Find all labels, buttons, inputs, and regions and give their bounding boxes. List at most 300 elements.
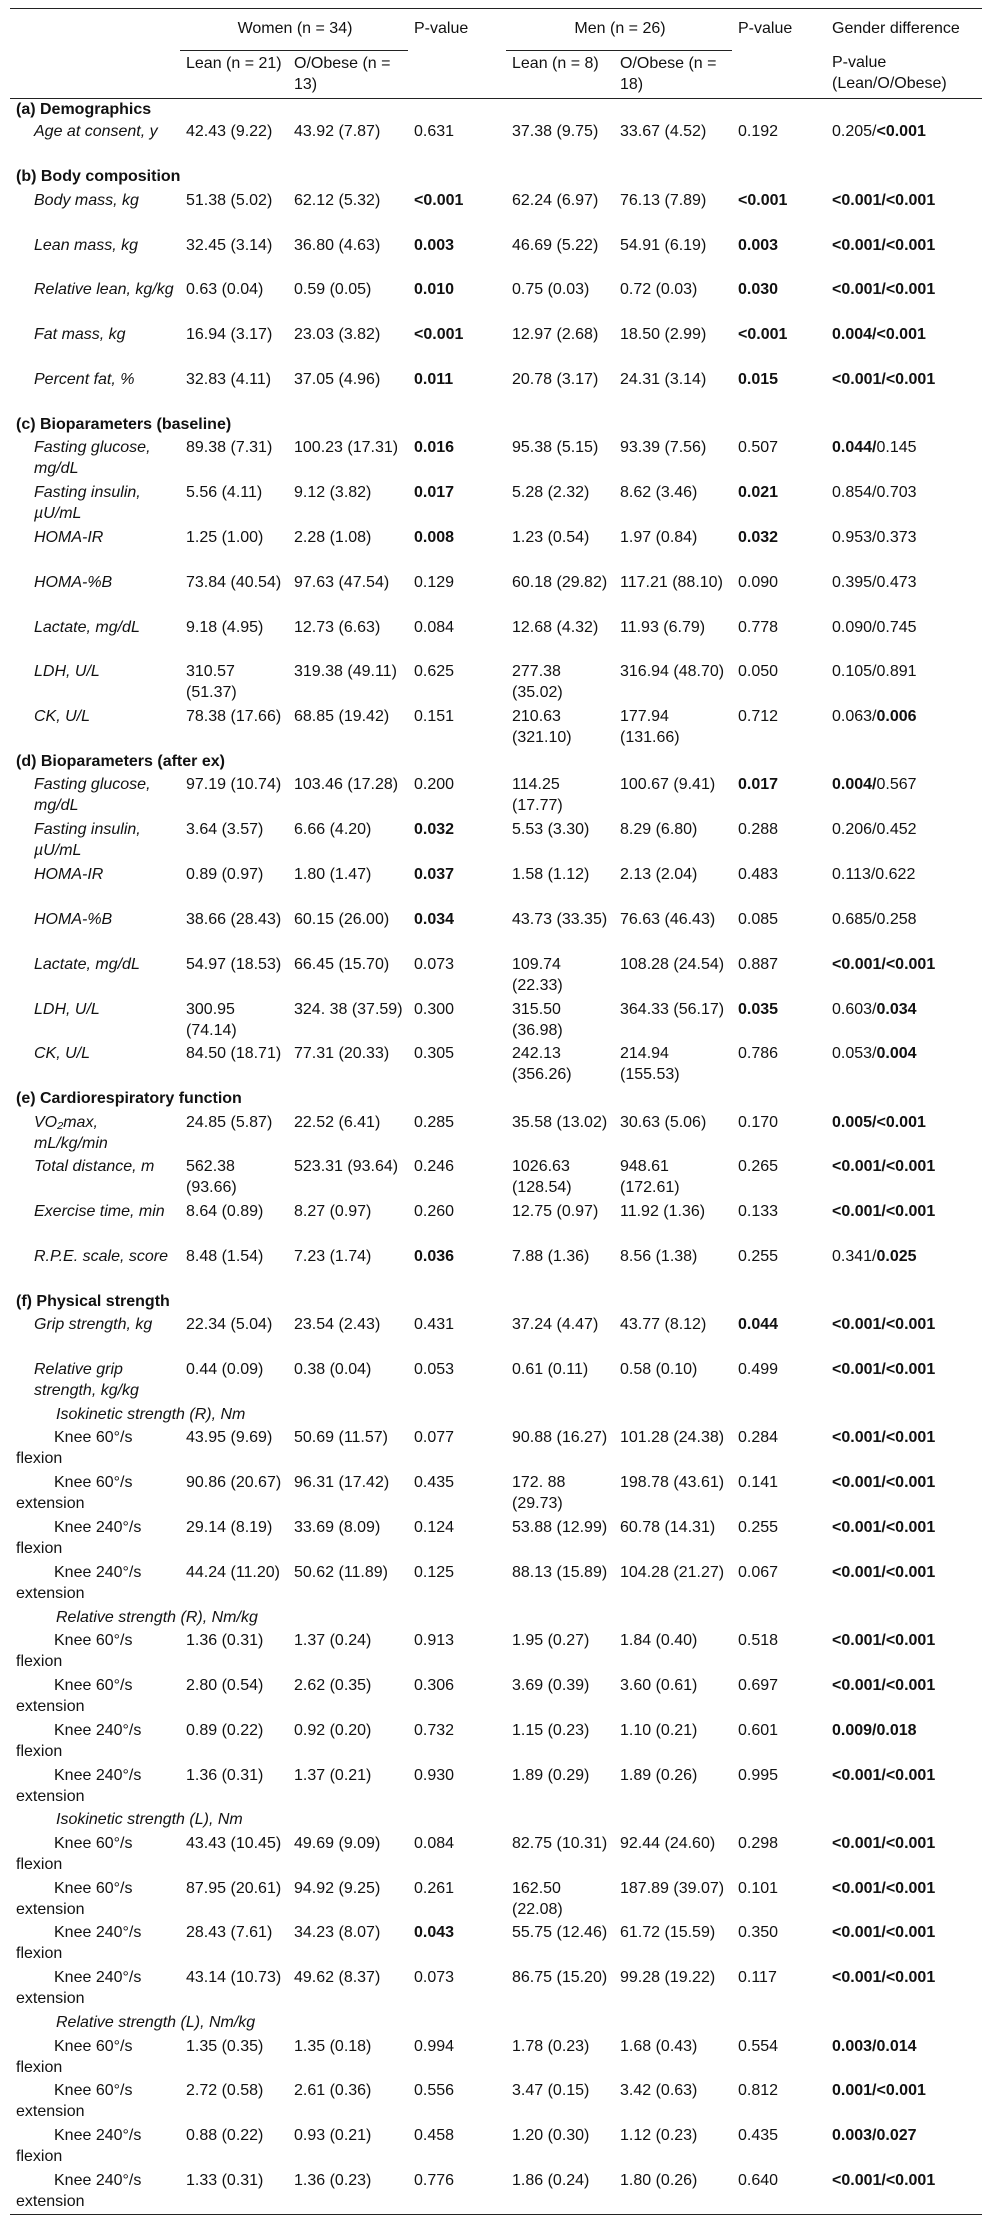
table-row: [10, 706, 982, 751]
men-lean-cell: 1.89 (0.29): [512, 1766, 590, 1784]
gender-difference-cell: [826, 1675, 982, 1720]
men-pvalue-cell: 0.298: [738, 1834, 779, 1852]
women-lean-cell: 73.84 (40.54): [186, 573, 282, 591]
women-obese-cell: 37.05 (4.96): [294, 371, 381, 388]
gender-pvalue-lean: 0.206/: [832, 821, 877, 839]
men-obese-cell: 316.94 (48.70): [620, 663, 725, 681]
women-lean-cell: 29.14 (8.19): [186, 1519, 273, 1537]
section-title: (f) Physical strength: [16, 1292, 170, 1310]
men-obese-cell: 18.50 (2.99): [620, 326, 707, 344]
gender-pvalue-obese: 0.034: [876, 1000, 917, 1018]
men-lean-cell: 315.50 (36.98): [512, 1000, 563, 1039]
gender-pvalue-obese: <0.001: [885, 2172, 936, 2189]
gender-difference-cell: [826, 1314, 982, 1359]
row-label: Fasting insulin, µU/mL: [34, 821, 141, 860]
gender-pvalue-obese: <0.001: [885, 1879, 936, 1897]
men-pvalue-cell: <0.001: [738, 191, 788, 209]
gender-pvalue-obese: <0.001: [876, 326, 926, 344]
women-obese-cell: 1.37 (0.21): [294, 1766, 372, 1784]
men-obese-cell: 198.78 (43.61): [620, 1474, 725, 1492]
women-pvalue-cell: 0.037: [414, 866, 455, 884]
gender-pvalue-lean: 0.063/: [832, 708, 877, 726]
gender-difference-cell: [826, 1922, 982, 1967]
gender-pvalue-obese: <0.001: [885, 1316, 936, 1334]
row-label: Knee 60°/s flexion: [16, 2037, 133, 2076]
row-label: HOMA-%B: [34, 910, 113, 928]
men-obese-cell: 8.29 (6.80): [620, 821, 698, 839]
gender-pvalue-lean: <0.001/: [832, 1632, 886, 1650]
men-obese-cell: 3.42 (0.63): [620, 2082, 698, 2100]
table-row: [10, 864, 982, 909]
gender-difference-cell: [826, 482, 982, 527]
table-row: [10, 2170, 982, 2215]
women-lean-cell: 0.63 (0.04): [186, 281, 264, 299]
men-pvalue-cell: 0.483: [738, 866, 779, 884]
row-label: Knee 60°/s flexion: [16, 1834, 133, 1873]
gender-difference-cell: [826, 1630, 982, 1675]
men-lean-cell: 62.24 (6.97): [512, 191, 599, 209]
women-pvalue-cell: 0.077: [414, 1429, 455, 1447]
men-lean-cell: 210.63 (321.10): [512, 708, 572, 747]
men-lean-cell: 12.75 (0.97): [512, 1203, 599, 1221]
row-label: Knee 60°/s flexion: [16, 1632, 133, 1671]
gender-pvalue-lean: 0.341/: [832, 1248, 877, 1266]
men-lean-cell: 1.20 (0.30): [512, 2127, 590, 2145]
row-label: Knee 60°/s flexion: [16, 1429, 133, 1468]
men-lean-cell: 172. 88 (29.73): [512, 1474, 566, 1513]
gender-pvalue-obese: 0.373: [876, 528, 917, 546]
gender-pvalue-lean: <0.001/: [832, 1474, 886, 1492]
men-obese-cell: 364.33 (56.17): [620, 1000, 725, 1018]
women-pvalue-cell: 0.017: [414, 484, 455, 502]
table-row: [10, 999, 982, 1044]
gender-pvalue-obese: <0.001: [885, 1969, 936, 1987]
gender-difference-cell: [826, 1967, 982, 2012]
table-row: [10, 1675, 982, 1720]
gender-pvalue-lean: 0.003/: [832, 2127, 877, 2145]
women-obese-cell: 22.52 (6.41): [294, 1113, 381, 1131]
men-obese-cell: 104.28 (21.27): [620, 1563, 725, 1581]
gender-difference-cell: [826, 2170, 982, 2215]
women-lean-cell: 562.38 (93.66): [186, 1158, 237, 1197]
women-pvalue-cell: 0.246: [414, 1158, 455, 1176]
table-row: [10, 235, 982, 280]
gender-difference-cell: [826, 235, 982, 280]
subgroup-header-row: [10, 2012, 982, 2035]
gender-pvalue-obese: <0.001: [885, 1474, 936, 1492]
gender-difference-cell: [826, 864, 982, 909]
women-obese-cell: 9.12 (3.82): [294, 484, 372, 502]
men-lean-cell: 114.25 (17.77): [512, 776, 563, 815]
row-label: Lean mass, kg: [34, 236, 139, 254]
table-row: [10, 572, 982, 617]
row-label: LDH, U/L: [34, 1000, 100, 1018]
gender-difference-cell: [826, 954, 982, 999]
header-pvalue-women: P-value: [414, 20, 469, 37]
women-obese-cell: 0.59 (0.05): [294, 281, 372, 299]
gender-pvalue-lean: 0.205/: [832, 123, 877, 141]
gender-difference-cell: [826, 279, 982, 324]
table-row: [10, 909, 982, 954]
gender-pvalue-obese: 0.025: [876, 1248, 917, 1266]
men-lean-cell: 86.75 (15.20): [512, 1969, 608, 1987]
men-lean-cell: 12.97 (2.68): [512, 326, 599, 344]
gender-pvalue-lean: 0.854/: [832, 484, 877, 502]
men-pvalue-cell: 0.141: [738, 1474, 779, 1492]
gender-pvalue-obese: 0.027: [876, 2127, 917, 2145]
women-obese-cell: 43.92 (7.87): [294, 123, 381, 141]
men-obese-cell: 108.28 (24.54): [620, 955, 725, 973]
women-pvalue-cell: 0.073: [414, 1969, 455, 1987]
women-obese-cell: 49.62 (8.37): [294, 1969, 381, 1987]
gender-difference-cell: [826, 1765, 982, 1810]
women-lean-cell: 0.89 (0.97): [186, 866, 264, 884]
gender-difference-cell: [826, 661, 982, 706]
men-obese-cell: 214.94 (155.53): [620, 1045, 680, 1084]
women-obese-cell: 6.66 (4.20): [294, 821, 372, 839]
men-lean-cell: 277.38 (35.02): [512, 663, 563, 702]
women-obese-cell: 68.85 (19.42): [294, 708, 390, 726]
table-row: [10, 2125, 982, 2170]
gender-pvalue-lean: <0.001/: [832, 1519, 886, 1537]
gender-pvalue-lean: <0.001/: [832, 1969, 886, 1987]
gender-pvalue-lean: <0.001/: [832, 281, 886, 299]
men-pvalue-cell: 0.032: [738, 528, 779, 546]
men-lean-cell: 1.86 (0.24): [512, 2172, 590, 2189]
gender-pvalue-lean: <0.001/: [832, 2172, 886, 2189]
men-lean-cell: 53.88 (12.99): [512, 1519, 608, 1537]
section-title: (b) Body composition: [16, 168, 181, 186]
table-row: [10, 1517, 982, 1562]
women-pvalue-cell: 0.003: [414, 236, 455, 254]
row-label: Fasting glucose, mg/dL: [34, 439, 151, 478]
women-obese-cell: 94.92 (9.25): [294, 1879, 381, 1897]
women-pvalue-cell: 0.125: [414, 1563, 455, 1581]
table-row: [10, 1967, 982, 2012]
women-obese-cell: 324. 38 (37.59): [294, 1000, 403, 1018]
women-pvalue-cell: 0.306: [414, 1676, 455, 1694]
table-row: [10, 819, 982, 864]
men-pvalue-cell: 0.015: [738, 371, 779, 388]
women-obese-cell: 34.23 (8.07): [294, 1924, 381, 1942]
gender-pvalue-obese: 0.018: [876, 1721, 917, 1739]
men-pvalue-cell: 0.778: [738, 618, 779, 636]
gender-difference-cell: [826, 1156, 982, 1201]
subgroup-header-row: [10, 1809, 982, 1832]
gender-pvalue-obese: <0.001: [885, 281, 936, 299]
women-obese-cell: 523.31 (93.64): [294, 1158, 399, 1176]
gender-pvalue-lean: <0.001/: [832, 1924, 886, 1942]
section-title: (c) Bioparameters (baseline): [16, 415, 232, 433]
men-obese-cell: 43.77 (8.12): [620, 1316, 707, 1334]
table-row: [10, 369, 982, 414]
gender-pvalue-lean: <0.001/: [832, 236, 886, 254]
men-obese-cell: 1.97 (0.84): [620, 528, 698, 546]
gender-difference-cell: [826, 121, 982, 166]
gender-pvalue-lean: 0.603/: [832, 1000, 877, 1018]
gender-pvalue-lean: <0.001/: [832, 1316, 886, 1334]
gender-difference-cell: [826, 1246, 982, 1291]
men-lean-cell: 162.50 (22.08): [512, 1879, 563, 1918]
header-gender-pvalue: P-value (Lean/O/Obese): [826, 50, 982, 98]
table-row: [10, 190, 982, 235]
row-label: Relative lean, kg/kg: [34, 281, 174, 299]
row-label: HOMA-IR: [34, 528, 104, 546]
men-obese-cell: 117.21 (88.10): [620, 573, 723, 591]
table-row: [10, 1427, 982, 1472]
women-lean-cell: 3.64 (3.57): [186, 821, 264, 839]
gender-pvalue-lean: 0.004/: [832, 776, 877, 794]
gender-pvalue-lean: <0.001/: [832, 1766, 886, 1784]
men-pvalue-cell: 0.288: [738, 821, 779, 839]
women-obese-cell: 12.73 (6.63): [294, 618, 381, 636]
men-obese-cell: 1.68 (0.43): [620, 2037, 698, 2055]
women-pvalue-cell: 0.732: [414, 1721, 455, 1739]
men-lean-cell: 0.75 (0.03): [512, 281, 590, 299]
men-lean-cell: 109.74 (22.33): [512, 955, 563, 994]
men-lean-cell: 55.75 (12.46): [512, 1924, 608, 1942]
women-pvalue-cell: 0.084: [414, 1834, 455, 1852]
table-row: [10, 1201, 982, 1246]
women-lean-cell: 78.38 (17.66): [186, 708, 282, 726]
gender-difference-cell: [826, 1359, 982, 1404]
women-obese-cell: 8.27 (0.97): [294, 1203, 372, 1221]
men-pvalue-cell: 0.601: [738, 1721, 779, 1739]
gender-difference-cell: [826, 1472, 982, 1517]
row-label: VO₂max, mL/kg/min: [34, 1113, 108, 1152]
table-bottom-rule: [10, 2214, 982, 2215]
gender-pvalue-obese: 0.004: [876, 1045, 917, 1063]
men-obese-cell: 101.28 (24.38): [620, 1429, 725, 1447]
gender-difference-cell: [826, 1562, 982, 1607]
women-lean-cell: 16.94 (3.17): [186, 326, 273, 344]
results-table: [10, 8, 982, 2215]
men-lean-cell: 20.78 (3.17): [512, 371, 599, 388]
women-obese-cell: 36.80 (4.63): [294, 236, 381, 254]
men-lean-cell: 60.18 (29.82): [512, 573, 608, 591]
gender-pvalue-obese: 0.014: [876, 2037, 917, 2055]
women-pvalue-cell: 0.124: [414, 1519, 455, 1537]
women-obese-cell: 0.93 (0.21): [294, 2127, 372, 2145]
men-pvalue-cell: 0.640: [738, 2172, 779, 2189]
subgroup-label: Relative strength (L), Nm/kg: [56, 2014, 256, 2032]
women-obese-cell: 7.23 (1.74): [294, 1248, 372, 1266]
men-pvalue-cell: 0.170: [738, 1113, 779, 1131]
women-obese-cell: 1.37 (0.24): [294, 1632, 372, 1650]
table-body: [10, 98, 982, 2215]
section-header-row: [10, 1291, 982, 1314]
gender-pvalue-obese: <0.001: [885, 1676, 936, 1694]
gender-pvalue-lean: 0.009/: [832, 1721, 877, 1739]
men-pvalue-cell: 0.255: [738, 1248, 779, 1266]
table-row: [10, 1359, 982, 1404]
men-obese-cell: 187.89 (39.07): [620, 1879, 725, 1897]
header-pvalue-men: P-value: [738, 20, 793, 37]
section-title: (d) Bioparameters (after ex): [16, 752, 225, 770]
men-pvalue-cell: 0.017: [738, 776, 779, 794]
women-lean-cell: 1.33 (0.31): [186, 2172, 264, 2189]
men-obese-cell: 0.58 (0.10): [620, 1361, 698, 1379]
women-pvalue-cell: 0.043: [414, 1924, 455, 1942]
men-pvalue-cell: 0.050: [738, 663, 779, 681]
women-pvalue-cell: 0.458: [414, 2127, 455, 2145]
men-obese-cell: 11.93 (6.79): [620, 618, 706, 636]
gender-pvalue-obese: <0.001: [876, 2082, 926, 2100]
men-lean-cell: 37.38 (9.75): [512, 123, 599, 141]
row-label: Knee 240°/s flexion: [16, 1721, 142, 1760]
men-lean-cell: 3.47 (0.15): [512, 2082, 590, 2100]
women-pvalue-cell: 0.305: [414, 1045, 455, 1063]
women-lean-cell: 97.19 (10.74): [186, 776, 282, 794]
gender-pvalue-obese: <0.001: [885, 1924, 936, 1942]
row-label: CK, U/L: [34, 1045, 91, 1063]
row-label: CK, U/L: [34, 708, 91, 726]
men-obese-cell: 93.39 (7.56): [620, 439, 707, 457]
women-lean-cell: 310.57 (51.37): [186, 663, 237, 702]
gender-pvalue-obese: 0.452: [876, 821, 917, 839]
table-row: [10, 2080, 982, 2125]
gender-pvalue-lean: <0.001/: [832, 1429, 886, 1447]
women-obese-cell: 103.46 (17.28): [294, 776, 399, 794]
women-obese-cell: 50.69 (11.57): [294, 1429, 388, 1447]
gender-difference-cell: [826, 1112, 982, 1157]
women-pvalue-cell: 0.930: [414, 1766, 455, 1784]
women-lean-cell: 5.56 (4.11): [186, 484, 263, 502]
women-pvalue-cell: 0.053: [414, 1361, 455, 1379]
women-lean-cell: 0.88 (0.22): [186, 2127, 264, 2145]
subgroup-header-row: [10, 1404, 982, 1427]
gender-difference-cell: [826, 1043, 982, 1088]
men-pvalue-cell: 0.255: [738, 1519, 779, 1537]
women-lean-cell: 43.95 (9.69): [186, 1429, 273, 1447]
gender-pvalue-lean: 0.090/: [832, 618, 877, 636]
women-lean-cell: 89.38 (7.31): [186, 439, 273, 457]
gender-pvalue-obese: 0.473: [876, 573, 917, 591]
row-label: Body mass, kg: [34, 191, 139, 209]
gender-pvalue-obese: 0.145: [876, 439, 917, 457]
women-pvalue-cell: 0.011: [414, 371, 454, 388]
men-pvalue-cell: 0.101: [738, 1879, 779, 1897]
table-top-rule: [10, 8, 982, 9]
women-lean-cell: 84.50 (18.71): [186, 1045, 282, 1063]
gender-difference-cell: [826, 527, 982, 572]
header-blank: [10, 8, 180, 50]
table-row: [10, 1043, 982, 1088]
men-pvalue-cell: 0.507: [738, 439, 779, 457]
subgroup-label: Isokinetic strength (L), Nm: [56, 1811, 243, 1829]
women-lean-cell: 8.64 (0.89): [186, 1203, 264, 1221]
subgroup-label: Isokinetic strength (R), Nm: [56, 1405, 246, 1423]
table-row: [10, 1922, 982, 1967]
gender-difference-cell: [826, 1878, 982, 1923]
men-obese-cell: 177.94 (131.66): [620, 708, 680, 747]
gender-difference-cell: [826, 2036, 982, 2081]
women-lean-cell: 42.43 (9.22): [186, 123, 273, 141]
men-lean-cell: 90.88 (16.27): [512, 1429, 608, 1447]
men-obese-cell: 3.60 (0.61): [620, 1676, 698, 1694]
row-label: Knee 60°/s extension: [16, 2082, 133, 2121]
men-lean-cell: 35.58 (13.02): [512, 1113, 608, 1131]
men-obese-cell: 92.44 (24.60): [620, 1834, 716, 1852]
row-label: Age at consent, y: [34, 123, 158, 141]
table-row: [10, 1720, 982, 1765]
gender-difference-cell: [826, 369, 982, 414]
men-lean-cell: 5.53 (3.30): [512, 821, 590, 839]
women-lean-cell: 32.45 (3.14): [186, 236, 273, 254]
section-header-row: [10, 414, 982, 437]
men-obese-cell: 8.56 (1.38): [620, 1248, 698, 1266]
men-lean-cell: 1.15 (0.23): [512, 1721, 590, 1739]
women-obese-cell: 77.31 (20.33): [294, 1045, 390, 1063]
gender-pvalue-obese: <0.001: [876, 123, 926, 141]
men-pvalue-cell: 0.350: [738, 1924, 779, 1942]
men-pvalue-cell: 0.021: [738, 484, 779, 502]
row-label: Relative grip strength, kg/kg: [34, 1361, 139, 1400]
women-lean-cell: 0.89 (0.22): [186, 1721, 264, 1739]
men-pvalue-cell: 0.518: [738, 1632, 779, 1650]
gender-pvalue-lean: 0.044/: [832, 439, 877, 457]
women-obese-cell: 33.69 (8.09): [294, 1519, 381, 1537]
gender-pvalue-obese: 0.622: [875, 866, 916, 884]
gender-pvalue-lean: <0.001/: [832, 1879, 886, 1897]
table-row: [10, 437, 982, 482]
table-row: [10, 2036, 982, 2081]
women-pvalue-cell: <0.001: [414, 191, 464, 209]
women-lean-cell: 28.43 (7.61): [186, 1924, 273, 1942]
men-pvalue-cell: 0.067: [738, 1563, 779, 1581]
gender-pvalue-lean: <0.001/: [832, 1563, 886, 1581]
gender-difference-cell: [826, 324, 982, 369]
table-row: [10, 774, 982, 819]
women-lean-cell: 87.95 (20.61): [186, 1879, 282, 1897]
men-obese-cell: 60.78 (14.31): [620, 1519, 716, 1537]
women-pvalue-cell: 0.913: [414, 1632, 455, 1650]
row-label: Knee 60°/s extension: [16, 1474, 133, 1513]
gender-difference-cell: [826, 999, 982, 1044]
men-pvalue-cell: 0.887: [738, 955, 779, 973]
gender-pvalue-obese: 0.703: [876, 484, 917, 502]
gender-difference-cell: [826, 819, 982, 864]
table-row: [10, 617, 982, 662]
gender-pvalue-lean: 0.001/: [832, 2082, 877, 2100]
men-pvalue-cell: 0.044: [738, 1316, 779, 1334]
header-obese-men: O/Obese (n = 18): [614, 50, 732, 98]
gender-pvalue-obese: <0.001: [885, 955, 936, 973]
gender-pvalue-lean: <0.001/: [832, 1834, 886, 1852]
row-label: Grip strength, kg: [34, 1316, 153, 1334]
women-lean-cell: 51.38 (5.02): [186, 191, 273, 209]
header-blank-2: [10, 50, 180, 98]
women-pvalue-cell: 0.032: [414, 821, 455, 839]
header-obese-women: O/Obese (n = 13): [288, 50, 408, 98]
men-obese-cell: 99.28 (19.22): [620, 1969, 716, 1987]
gender-pvalue-obese: <0.001: [876, 1113, 926, 1131]
women-pvalue-cell: 0.285: [414, 1113, 455, 1131]
men-pvalue-cell: 0.085: [738, 910, 779, 928]
women-pvalue-cell: 0.036: [414, 1248, 455, 1266]
row-label: Knee 60°/s extension: [16, 1879, 133, 1918]
women-obese-cell: 2.62 (0.35): [294, 1676, 372, 1694]
men-obese-cell: 76.13 (7.89): [620, 191, 707, 209]
men-pvalue-cell: 0.786: [738, 1045, 779, 1063]
women-pvalue-cell: 0.008: [414, 528, 455, 546]
men-lean-cell: 46.69 (5.22): [512, 236, 599, 254]
men-lean-cell: 1026.63 (128.54): [512, 1158, 572, 1197]
men-lean-cell: 1.95 (0.27): [512, 1632, 590, 1650]
women-pvalue-cell: 0.260: [414, 1203, 455, 1221]
row-label: Percent fat, %: [34, 371, 135, 388]
gender-difference-cell: [826, 909, 982, 954]
